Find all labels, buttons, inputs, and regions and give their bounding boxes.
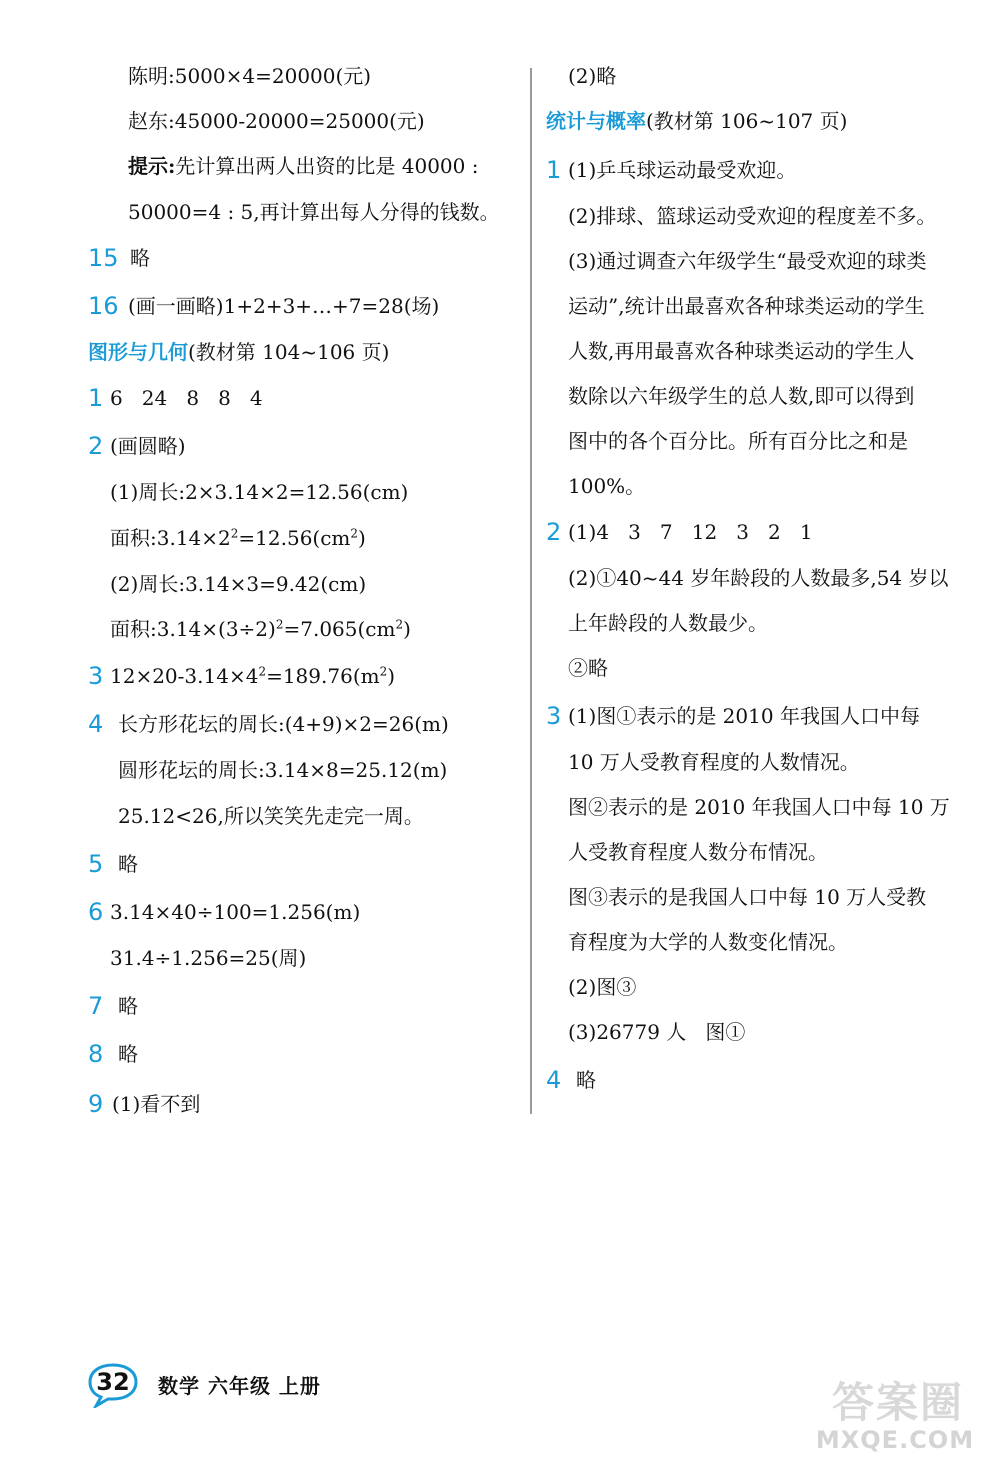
question-number: 15 xyxy=(88,244,119,272)
section-title: 统计与概率 xyxy=(546,109,646,133)
superscript: 2 xyxy=(395,617,404,632)
text-line: 数除以六年级学生的总人数,即可以得到 xyxy=(568,384,915,408)
text-line: 10 万人受教育程度的人数情况。 xyxy=(568,750,860,774)
question-number: 3 xyxy=(88,662,104,690)
text-line: (2)①40~44 岁年龄段的人数最多,54 岁以 xyxy=(568,566,949,590)
text-line: (1)周长:2×3.14×2=12.56(cm) xyxy=(110,480,409,504)
book-title: 数学 六年级 上册 xyxy=(158,1374,321,1398)
text-line: 图中的各个百分比。所有百分比之和是 xyxy=(568,429,908,453)
text-line: (3)通过调查六年级学生“最受欢迎的球类 xyxy=(568,249,927,273)
text-line: 运动”,统计出最喜欢各种球类运动的学生 xyxy=(568,294,925,318)
text-span: =12.56(cm xyxy=(238,526,351,550)
answer-text: 6 24 8 8 4 xyxy=(110,386,263,410)
superscript: 2 xyxy=(275,617,284,632)
answer-text: (画一画略)1+2+3+…+7=28(场) xyxy=(128,294,440,318)
text-line: (2)周长:3.14×3=9.42(cm) xyxy=(110,572,367,596)
section-pages: (教材第 106~107 页) xyxy=(646,109,848,133)
question-number: 6 xyxy=(88,898,104,926)
superscript: 2 xyxy=(230,526,239,541)
answer-text: (1)看不到 xyxy=(112,1092,201,1116)
answer-text: 3.14×40÷100=1.256(m) xyxy=(110,900,361,924)
question-number: 9 xyxy=(88,1090,104,1118)
answer-text: 略 xyxy=(118,1042,138,1066)
answer-text: (1)4 3 7 12 3 2 1 xyxy=(568,520,813,544)
hint-label: 提示: xyxy=(128,154,176,178)
question-number: 1 xyxy=(546,156,562,184)
question-number: 4 xyxy=(546,1066,562,1094)
page-number: 32 xyxy=(96,1368,130,1396)
text-line: 人数,再用最喜欢各种球类运动的学生人 xyxy=(568,339,915,363)
section-heading-geometry xyxy=(88,338,389,366)
question-number: 2 xyxy=(546,518,562,546)
watermark xyxy=(800,1370,990,1462)
section-heading-statistics xyxy=(546,107,847,135)
text-line xyxy=(110,615,411,643)
text-span: =189.76(m xyxy=(266,664,380,688)
watermark-logo: 答案圈 xyxy=(831,1378,964,1427)
answer-text: (1)乒乓球运动最受欢迎。 xyxy=(568,158,797,182)
text-span: 面积:3.14×2 xyxy=(110,526,231,550)
question-number: 5 xyxy=(88,850,104,878)
answer-text: 略 xyxy=(118,852,138,876)
answer-text: 略 xyxy=(576,1068,596,1092)
answer-text: 略 xyxy=(118,994,138,1018)
text-span: ) xyxy=(358,526,366,550)
text-line: 上年龄段的人数最少。 xyxy=(568,611,768,635)
question-number: 7 xyxy=(88,992,104,1020)
section-pages: (教材第 104~106 页) xyxy=(188,340,390,364)
text-line: (3)26779 人 图① xyxy=(568,1020,746,1044)
text-line xyxy=(110,524,366,552)
text-line: 图③表示的是我国人口中每 10 万人受教 xyxy=(568,885,927,909)
watermark-site: MXQE.COM xyxy=(815,1426,975,1454)
section-title: 图形与几何 xyxy=(88,340,188,364)
text-span: ) xyxy=(403,617,411,641)
answer-text xyxy=(110,662,395,690)
text-span: =7.065(cm xyxy=(283,617,396,641)
question-number: 2 xyxy=(88,432,104,460)
text-span: ) xyxy=(387,664,396,688)
text-line: 图②表示的是 2010 年我国人口中每 10 万 xyxy=(568,795,950,819)
text-line: (2)排球、篮球运动受欢迎的程度差不多。 xyxy=(568,204,937,228)
question-number: 16 xyxy=(88,292,119,320)
text-span: 面积:3.14×(3÷2) xyxy=(110,617,276,641)
question-number: 4 xyxy=(88,710,104,738)
text-line: 赵东:45000-20000=25000(元) xyxy=(128,109,425,133)
superscript: 2 xyxy=(379,664,388,679)
superscript: 2 xyxy=(258,664,267,679)
text-span: 12×20-3.14×4 xyxy=(110,664,259,688)
text-line: 陈明:5000×4=20000(元) xyxy=(128,64,372,88)
question-number: 1 xyxy=(88,384,104,412)
text-line: 31.4÷1.256=25(周) xyxy=(110,946,307,970)
text-line: (2)略 xyxy=(568,64,617,88)
question-number: 8 xyxy=(88,1040,104,1068)
hint-line xyxy=(128,152,478,180)
answer-text: 略 xyxy=(130,246,150,270)
text-line: 人受教育程度人数分布情况。 xyxy=(568,840,828,864)
text-line: 50000=4 : 5,再计算出每人分得的钱数。 xyxy=(128,200,500,224)
text-line: 100%。 xyxy=(568,474,646,498)
answer-text: (1)图①表示的是 2010 年我国人口中每 xyxy=(568,704,920,728)
answer-text: 长方形花坛的周长:(4+9)×2=26(m) xyxy=(118,712,449,736)
text-line: 育程度为大学的人数变化情况。 xyxy=(568,930,848,954)
text-line: 25.12<26,所以笑笑先走完一周。 xyxy=(118,804,424,828)
question-number: 3 xyxy=(546,702,562,730)
hint-text: 先计算出两人出资的比是 40000 : xyxy=(175,154,479,178)
column-divider xyxy=(530,68,532,1114)
text-line: (2)图③ xyxy=(568,975,637,999)
text-line: ②略 xyxy=(568,656,608,680)
answer-text: (画圆略) xyxy=(110,434,186,458)
superscript: 2 xyxy=(350,526,359,541)
text-line: 圆形花坛的周长:3.14×8=25.12(m) xyxy=(118,758,448,782)
